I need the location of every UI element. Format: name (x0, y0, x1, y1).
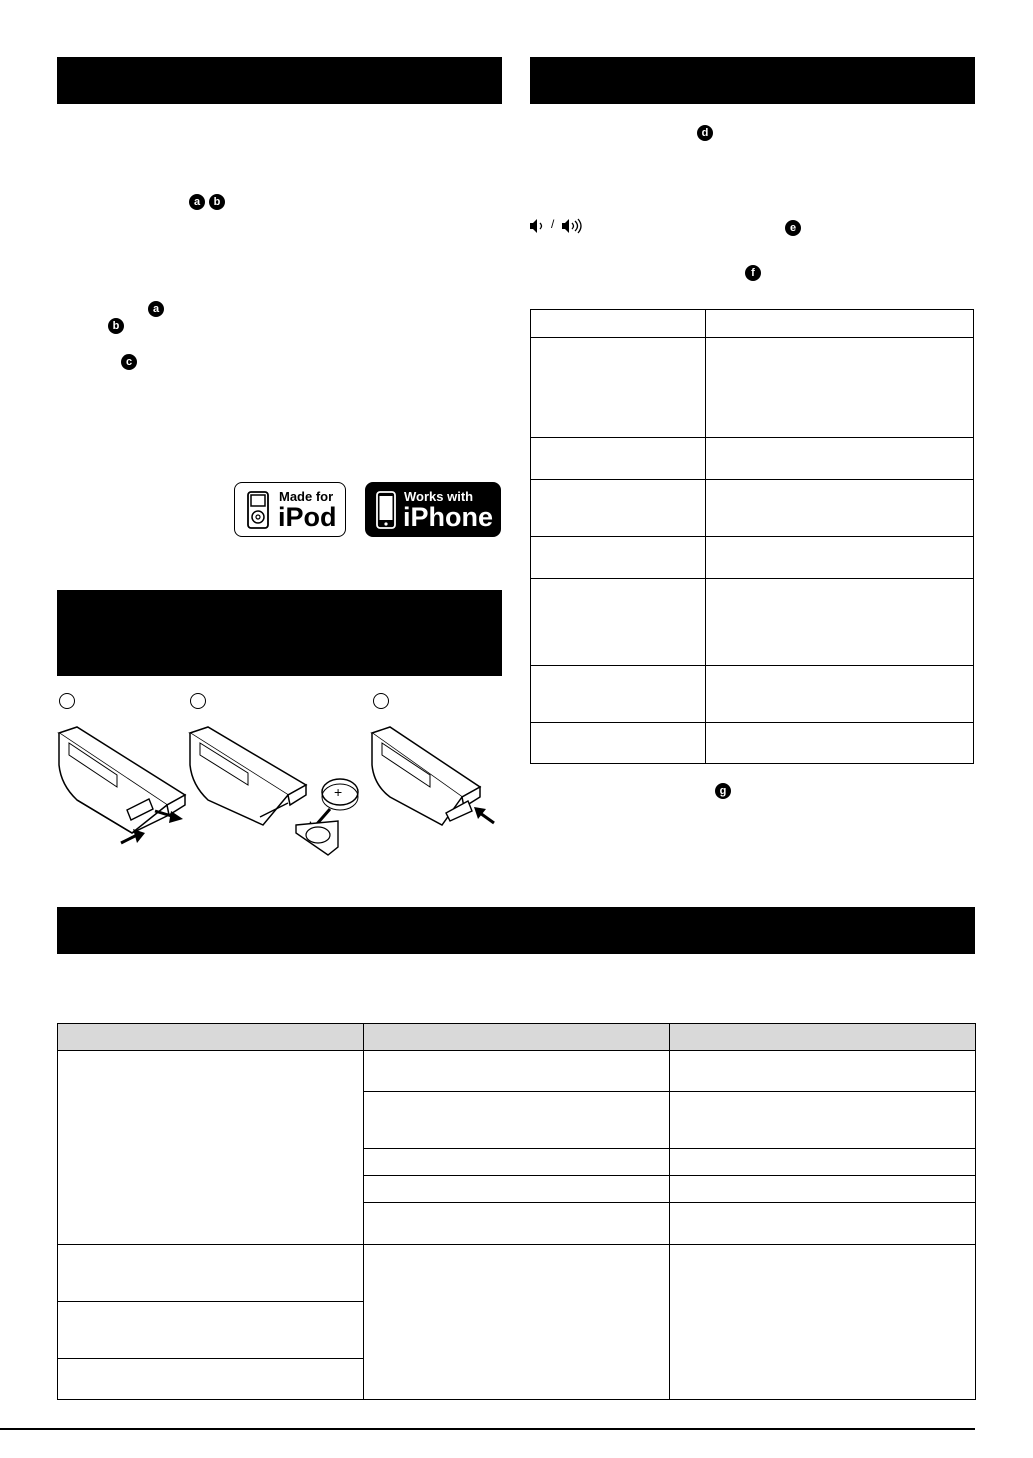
troubleshooting-heading-bar (57, 907, 975, 954)
step-3-marker (373, 693, 389, 709)
footer-rule (0, 1428, 975, 1430)
ipod-logo-line2: iPod (278, 502, 337, 532)
section-heading-bar-left (57, 57, 502, 104)
table-row (531, 338, 974, 438)
controls-table (530, 309, 974, 764)
table-row (531, 537, 974, 579)
step-2-marker (190, 693, 206, 709)
battery-section-heading-bar (57, 590, 502, 676)
volume-separator: / (551, 217, 555, 231)
ipod-device-icon (247, 491, 269, 529)
callout-badge: g (715, 783, 731, 799)
troubleshooting-table (57, 1023, 976, 1400)
iphone-device-icon (376, 491, 396, 529)
section-heading-bar-right (530, 57, 975, 104)
table-row (531, 579, 974, 666)
callout-badge: e (785, 220, 801, 236)
table-row (531, 438, 974, 480)
callout-badge: c (121, 354, 137, 370)
speaker-high-icon (561, 218, 585, 234)
ipod-logo-line1: Made for (279, 489, 334, 504)
table-row (531, 310, 974, 338)
iphone-logo-line2: iPhone (403, 502, 494, 532)
remote-battery-step1-illustration (57, 725, 192, 855)
callout-badge: d (697, 125, 713, 141)
made-for-ipod-logo (234, 482, 346, 537)
svg-text:+: + (334, 784, 343, 800)
remote-battery-step2-illustration (188, 725, 368, 865)
callout-badge: a (189, 194, 205, 210)
works-with-iphone-logo (365, 482, 501, 537)
table-row (531, 666, 974, 723)
table-row (531, 723, 974, 764)
remote-battery-step3-illustration (370, 725, 505, 835)
iphone-logo-line1: Works with (404, 489, 474, 504)
callout-badge: b (209, 194, 225, 210)
callout-badge: b (108, 318, 124, 334)
table-row (531, 480, 974, 537)
callout-badge: f (745, 265, 761, 281)
callout-badge: a (148, 301, 164, 317)
step-1-marker (59, 693, 75, 709)
table-header-row (58, 1024, 976, 1051)
table-row (58, 1051, 976, 1092)
table-row (58, 1245, 976, 1302)
speaker-low-icon (529, 218, 549, 234)
